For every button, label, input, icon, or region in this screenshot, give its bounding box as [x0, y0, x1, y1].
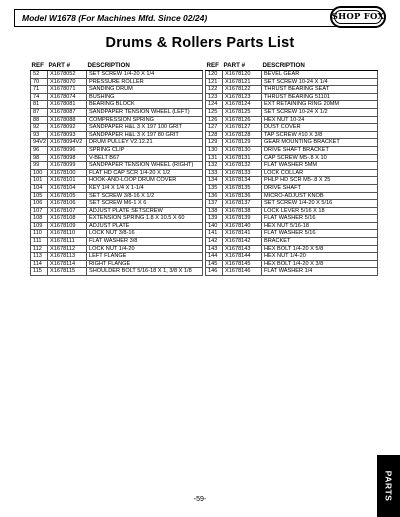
cell-part-number: X1678094V2: [48, 139, 87, 147]
cell-ref: 92: [31, 124, 48, 132]
cell-description: SET SCREW 1/4-20 X 1/4: [87, 71, 203, 79]
cell-ref: 88: [31, 116, 48, 124]
cell-part-number: X1678099: [48, 162, 87, 170]
cell-description: HEX NUT 1/4-20: [262, 253, 378, 261]
table-row: [206, 108, 378, 116]
cell-ref: 115: [31, 268, 48, 276]
cell-part-number: X1678135: [223, 184, 262, 192]
cell-part-number: X1678127: [223, 124, 262, 132]
table-row: [31, 245, 203, 253]
cell-part-number: X1678132: [223, 162, 262, 170]
cell-ref: 139: [206, 215, 223, 223]
cell-ref: 124: [206, 101, 223, 109]
cell-ref: 128: [206, 131, 223, 139]
cell-part-number: X1678112: [48, 245, 87, 253]
cell-description: BEARING BLOCK: [87, 101, 203, 109]
cell-description: CAP SCREW M5-.8 X 10: [262, 154, 378, 162]
page-title: Drums & Rollers Parts List: [105, 35, 295, 51]
table-row: [31, 71, 203, 79]
cell-description: FLAT WASHER 5/16: [262, 230, 378, 238]
cell-part-number: X1678111: [48, 238, 87, 246]
cell-description: LEFT FLANGE: [87, 253, 203, 261]
table-row: [31, 124, 203, 132]
cell-description: ADJUST PLATE SETSCREW: [87, 207, 203, 215]
table-row: [31, 93, 203, 101]
parts-table-left: [30, 61, 203, 276]
cell-part-number: X1678138: [223, 207, 262, 215]
cell-ref: 87: [31, 108, 48, 116]
table-row: [206, 78, 378, 86]
cell-part-number: X1678092: [48, 124, 87, 132]
cell-description: DUST COVER: [262, 124, 378, 132]
cell-part-number: X1678143: [223, 245, 262, 253]
table-row: [206, 192, 378, 200]
table-row: [206, 146, 378, 154]
cell-ref: 138: [206, 207, 223, 215]
cell-part-number: X1678122: [223, 86, 262, 94]
cell-part-number: X1678133: [223, 169, 262, 177]
cell-ref: 101: [31, 177, 48, 185]
cell-description: BRACKET: [262, 238, 378, 246]
cell-part-number: X1678113: [48, 253, 87, 261]
cell-ref: 108: [31, 215, 48, 223]
cell-part-number: X1678141: [223, 230, 262, 238]
cell-description: BUSHING: [87, 93, 203, 101]
cell-description: EXTENSION SPRING 1.8 X 10.5 X 60: [87, 215, 203, 223]
table-row: [31, 139, 203, 147]
cell-description: GEAR MOUNTING BRACKET: [262, 139, 378, 147]
cell-part-number: X1678071: [48, 86, 87, 94]
cell-description: THRUST BEARING 51101: [262, 93, 378, 101]
table-row: [31, 222, 203, 230]
cell-description: DRUM PULLEY V2.12.21: [87, 139, 203, 147]
cell-part-number: X1678106: [48, 200, 87, 208]
cell-description: HEX BOLT 1/4-20 X 5/8: [262, 245, 378, 253]
cell-ref: 145: [206, 260, 223, 268]
cell-part-number: X1678144: [223, 253, 262, 261]
table-row: [31, 192, 203, 200]
cell-part-number: X1678081: [48, 101, 87, 109]
cell-part-number: X1678070: [48, 78, 87, 86]
cell-ref: 136: [206, 192, 223, 200]
cell-ref: 100: [31, 169, 48, 177]
cell-ref: 94V2: [31, 139, 48, 147]
cell-ref: 122: [206, 86, 223, 94]
table-header-row: [31, 61, 203, 71]
cell-description: SANDPAPER H&L 3 X 197 100 GRIT: [87, 124, 203, 132]
cell-ref: 121: [206, 78, 223, 86]
cell-ref: 134: [206, 177, 223, 185]
header-description: DESCRIPTION: [87, 61, 203, 71]
cell-part-number: X1678146: [223, 268, 262, 276]
table-row: [206, 238, 378, 246]
cell-part-number: X1678136: [223, 192, 262, 200]
cell-part-number: X1678104: [48, 184, 87, 192]
table-row: [206, 200, 378, 208]
table-row: [31, 200, 203, 208]
shop-fox-logo: [330, 6, 386, 28]
cell-ref: 142: [206, 238, 223, 246]
table-row: [31, 108, 203, 116]
cell-ref: 133: [206, 169, 223, 177]
cell-part-number: X1678140: [223, 222, 262, 230]
cell-ref: 135: [206, 184, 223, 192]
cell-description: SANDPAPER H&L 3 X 197 80 GRIT: [87, 131, 203, 139]
cell-ref: 110: [31, 230, 48, 238]
cell-part-number: X1678124: [223, 101, 262, 109]
parts-tab-text: PARTS: [383, 470, 393, 502]
cell-ref: 143: [206, 245, 223, 253]
cell-ref: 132: [206, 162, 223, 170]
cell-description: FLAT WASHER 1/4: [262, 268, 378, 276]
table-row: [31, 169, 203, 177]
cell-ref: 130: [206, 146, 223, 154]
cell-ref: 112: [31, 245, 48, 253]
table-row: [31, 154, 203, 162]
cell-description: MICRO-ADJUST KNOB: [262, 192, 378, 200]
cell-part-number: X1678142: [223, 238, 262, 246]
cell-description: SANDING DRUM: [87, 86, 203, 94]
cell-part-number: X1678074: [48, 93, 87, 101]
cell-part-number: X1678129: [223, 139, 262, 147]
cell-ref: 127: [206, 124, 223, 132]
cell-part-number: X1678128: [223, 131, 262, 139]
cell-ref: 107: [31, 207, 48, 215]
table-row: [31, 116, 203, 124]
cell-part-number: X1678087: [48, 108, 87, 116]
cell-description: SANDPAPER TENSION WHEEL (RIGHT): [87, 162, 203, 170]
cell-part-number: X1678098: [48, 154, 87, 162]
table-row: [206, 215, 378, 223]
cell-description: FLAT WASHER 5MM: [262, 162, 378, 170]
cell-description: PRESSURE ROLLER: [87, 78, 203, 86]
table-row: [31, 238, 203, 246]
cell-description: SET SCREW 10-24 X 1/2: [262, 108, 378, 116]
cell-ref: 111: [31, 238, 48, 246]
cell-description: BEVEL GEAR: [262, 71, 378, 79]
cell-ref: 98: [31, 154, 48, 162]
cell-part-number: X1678114: [48, 260, 87, 268]
table-row: [31, 146, 203, 154]
cell-ref: 104: [31, 184, 48, 192]
cell-ref: 96: [31, 146, 48, 154]
table-row: [31, 177, 203, 185]
cell-part-number: X1678137: [223, 200, 262, 208]
table-row: [206, 260, 378, 268]
table-row: [31, 215, 203, 223]
cell-ref: 93: [31, 131, 48, 139]
cell-part-number: X1678093: [48, 131, 87, 139]
cell-description: PHLP HD SCR M5-.8 X 25: [262, 177, 378, 185]
cell-description: FLAT HD CAP SCR 1/4-20 X 1/2: [87, 169, 203, 177]
cell-description: FLAT WASHER 5/16: [262, 215, 378, 223]
table-row: [206, 169, 378, 177]
cell-ref: 70: [31, 78, 48, 86]
cell-part-number: X1678139: [223, 215, 262, 223]
cell-part-number: X1678121: [223, 78, 262, 86]
table-row: [206, 86, 378, 94]
cell-description: HEX BOLT 1/4-20 X 3/8: [262, 260, 378, 268]
table-row: [206, 116, 378, 124]
cell-part-number: X1678123: [223, 93, 262, 101]
cell-description: V-BELT B67: [87, 154, 203, 162]
table-row: [31, 253, 203, 261]
cell-description: HOOK-AND-LOOP DRUM COVER: [87, 177, 203, 185]
cell-description: HEX NUT 10-24: [262, 116, 378, 124]
cell-description: TAP SCREW #10 X 3/8: [262, 131, 378, 139]
table-row: [31, 162, 203, 170]
cell-ref: 106: [31, 200, 48, 208]
cell-part-number: X1678131: [223, 154, 262, 162]
cell-ref: 99: [31, 162, 48, 170]
header-description: DESCRIPTION: [262, 61, 378, 71]
cell-ref: 52: [31, 71, 48, 79]
cell-part-number: X1678108: [48, 215, 87, 223]
cell-ref: 141: [206, 230, 223, 238]
cell-description: KEY 1/4 X 1/4 X 1-1/4: [87, 184, 203, 192]
cell-description: SET SCREW 1/4-20 X 5/16: [262, 200, 378, 208]
table-row: [206, 253, 378, 261]
table-row: [206, 139, 378, 147]
cell-description: DRIVE SHAFT BRACKET: [262, 146, 378, 154]
cell-part-number: X1678052: [48, 71, 87, 79]
cell-part-number: X1678145: [223, 260, 262, 268]
cell-part-number: X1678109: [48, 222, 87, 230]
table-row: [206, 245, 378, 253]
cell-ref: 146: [206, 268, 223, 276]
page-number: -59-: [193, 496, 207, 503]
header-part: PART #: [48, 61, 87, 71]
cell-description: SPRING CLIP: [87, 146, 203, 154]
cell-part-number: X1678130: [223, 146, 262, 154]
header-ref: REF: [206, 61, 223, 71]
cell-part-number: X1678100: [48, 169, 87, 177]
cell-ref: 144: [206, 253, 223, 261]
table-row: [206, 230, 378, 238]
cell-ref: 120: [206, 71, 223, 79]
table-row: [31, 260, 203, 268]
table-row: [206, 268, 378, 276]
cell-part-number: X1678101: [48, 177, 87, 185]
table-row: [31, 131, 203, 139]
table-row: [206, 71, 378, 79]
cell-ref: 74: [31, 93, 48, 101]
cell-description: HEX NUT 5/16-18: [262, 222, 378, 230]
cell-ref: 123: [206, 93, 223, 101]
cell-ref: 137: [206, 200, 223, 208]
logo-text: SHOP FOX: [331, 12, 385, 22]
cell-description: COMPRESSION SPRING: [87, 116, 203, 124]
cell-part-number: X1678120: [223, 71, 262, 79]
table-row: [31, 268, 203, 276]
cell-description: ADJUST PLATE: [87, 222, 203, 230]
cell-part-number: X1678088: [48, 116, 87, 124]
cell-ref: 125: [206, 108, 223, 116]
model-text: Model W1678 (For Machines Mfd. Since 02/24): [22, 13, 208, 23]
cell-description: DRIVE SHAFT: [262, 184, 378, 192]
cell-part-number: X1678107: [48, 207, 87, 215]
cell-ref: 113: [31, 253, 48, 261]
cell-ref: 71: [31, 86, 48, 94]
cell-description: EXT RETAINING RING 20MM: [262, 101, 378, 109]
cell-part-number: X1678110: [48, 230, 87, 238]
cell-description: LOCK LEVER 5/16 X 18: [262, 207, 378, 215]
table-row: [206, 124, 378, 132]
cell-description: RIGHT FLANGE: [87, 260, 203, 268]
cell-part-number: X1678134: [223, 177, 262, 185]
cell-ref: 109: [31, 222, 48, 230]
cell-description: LOCK NUT 3/8-16: [87, 230, 203, 238]
table-header-row: [206, 61, 378, 71]
cell-part-number: X1678105: [48, 192, 87, 200]
table-row: [206, 222, 378, 230]
cell-description: FLAT WASHER 3/8: [87, 238, 203, 246]
cell-part-number: X1678126: [223, 116, 262, 124]
table-row: [31, 78, 203, 86]
cell-part-number: X1678115: [48, 268, 87, 276]
cell-description: SET SCREW 10-24 X 1/4: [262, 78, 378, 86]
cell-description: THRUST BEARING SEAT: [262, 86, 378, 94]
table-row: [31, 86, 203, 94]
cell-ref: 129: [206, 139, 223, 147]
table-row: [206, 207, 378, 215]
parts-table-right: [205, 61, 378, 276]
table-row: [206, 101, 378, 109]
cell-ref: 126: [206, 116, 223, 124]
cell-part-number: X1678096: [48, 146, 87, 154]
table-row: [31, 184, 203, 192]
cell-ref: 81: [31, 101, 48, 109]
cell-ref: 140: [206, 222, 223, 230]
cell-description: SET SCREW 3/8-16 X 1/2: [87, 192, 203, 200]
cell-ref: 131: [206, 154, 223, 162]
table-row: [206, 93, 378, 101]
table-row: [206, 184, 378, 192]
header-ref: REF: [31, 61, 48, 71]
table-row: [31, 207, 203, 215]
table-row: [206, 177, 378, 185]
table-row: [31, 101, 203, 109]
cell-ref: 105: [31, 192, 48, 200]
cell-description: SANDPAPER TENSION WHEEL (LEFT): [87, 108, 203, 116]
cell-part-number: X1678125: [223, 108, 262, 116]
table-row: [206, 154, 378, 162]
cell-description: SET SCREW M6-1 X 6: [87, 200, 203, 208]
cell-ref: 114: [31, 260, 48, 268]
cell-description: LOCK NUT 1/4-20: [87, 245, 203, 253]
cell-description: LOCK COLLAR: [262, 169, 378, 177]
parts-tab-label: [378, 460, 398, 512]
cell-description: SHOULDER BOLT 5/16-18 X 1, 3/8 X 1/8: [87, 268, 203, 276]
header-part: PART #: [223, 61, 262, 71]
table-row: [31, 230, 203, 238]
table-row: [206, 162, 378, 170]
table-row: [206, 131, 378, 139]
